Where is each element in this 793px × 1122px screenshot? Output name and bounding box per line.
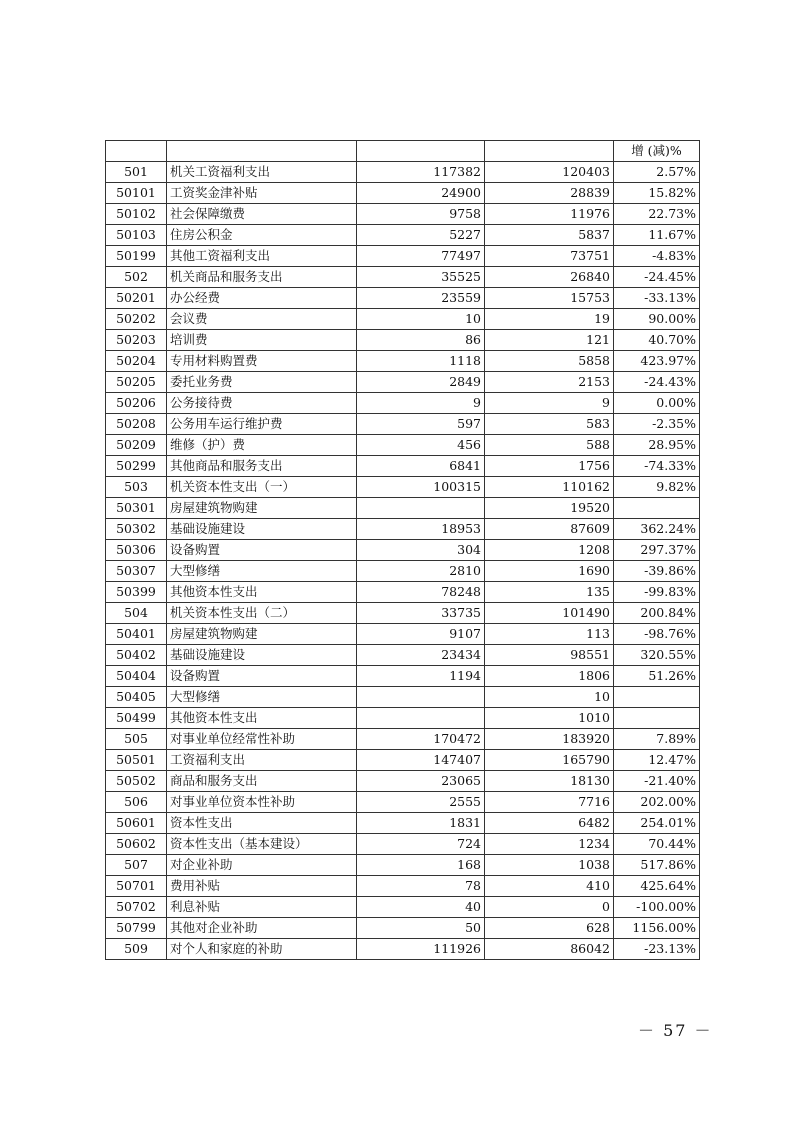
- cell-code: 501: [106, 162, 167, 183]
- cell-name: 工资奖金津补贴: [167, 183, 357, 204]
- cell-value-b: 1806: [485, 666, 614, 687]
- cell-change-percent: -39.86%: [614, 561, 700, 582]
- cell-value-b: 113: [485, 624, 614, 645]
- cell-value-b: 1756: [485, 456, 614, 477]
- cell-value-b: 73751: [485, 246, 614, 267]
- cell-name: 其他商品和服务支出: [167, 456, 357, 477]
- table-row: [106, 204, 700, 225]
- cell-change-percent: 425.64%: [614, 876, 700, 897]
- cell-code: 50601: [106, 813, 167, 834]
- cell-value-a: 9758: [357, 204, 485, 225]
- cell-code: 50206: [106, 393, 167, 414]
- table-row: [106, 897, 700, 918]
- cell-name: 其他资本性支出: [167, 582, 357, 603]
- cell-name: 委托业务费: [167, 372, 357, 393]
- cell-change-percent: 51.26%: [614, 666, 700, 687]
- header-col-b: [485, 141, 614, 162]
- cell-change-percent: -21.40%: [614, 771, 700, 792]
- table-row: [106, 645, 700, 666]
- cell-name: 维修（护）费: [167, 435, 357, 456]
- header-row: [106, 141, 700, 162]
- cell-change-percent: 40.70%: [614, 330, 700, 351]
- cell-name: 会议费: [167, 309, 357, 330]
- cell-code: 50205: [106, 372, 167, 393]
- cell-change-percent: 2.57%: [614, 162, 700, 183]
- cell-value-a: [357, 498, 485, 519]
- cell-value-b: 183920: [485, 729, 614, 750]
- table-row: [106, 225, 700, 246]
- cell-value-a: 23434: [357, 645, 485, 666]
- cell-value-b: 1038: [485, 855, 614, 876]
- cell-code: 50209: [106, 435, 167, 456]
- cell-value-a: 1118: [357, 351, 485, 372]
- cell-value-b: 19: [485, 309, 614, 330]
- cell-change-percent: 28.95%: [614, 435, 700, 456]
- table-row: [106, 771, 700, 792]
- cell-value-a: 597: [357, 414, 485, 435]
- cell-value-a: 77497: [357, 246, 485, 267]
- cell-value-a: 23065: [357, 771, 485, 792]
- cell-value-a: 78: [357, 876, 485, 897]
- table-row: [106, 603, 700, 624]
- table-row: [106, 561, 700, 582]
- cell-name: 其他资本性支出: [167, 708, 357, 729]
- cell-value-a: 117382: [357, 162, 485, 183]
- cell-code: 50502: [106, 771, 167, 792]
- cell-name: 资本性支出: [167, 813, 357, 834]
- table-row: [106, 414, 700, 435]
- table-row: [106, 477, 700, 498]
- cell-code: 50702: [106, 897, 167, 918]
- header-change: 增 (减)%: [614, 141, 700, 162]
- cell-code: 50501: [106, 750, 167, 771]
- cell-code: 50402: [106, 645, 167, 666]
- cell-change-percent: 517.86%: [614, 855, 700, 876]
- table-body: [106, 162, 700, 960]
- table-row: [106, 162, 700, 183]
- table-row: [106, 288, 700, 309]
- table-row: [106, 813, 700, 834]
- cell-change-percent: 202.00%: [614, 792, 700, 813]
- cell-name: 对事业单位经常性补助: [167, 729, 357, 750]
- cell-value-a: 40: [357, 897, 485, 918]
- cell-value-b: 98551: [485, 645, 614, 666]
- cell-change-percent: 297.37%: [614, 540, 700, 561]
- cell-change-percent: [614, 498, 700, 519]
- table-row: [106, 729, 700, 750]
- table-header: [106, 141, 700, 162]
- cell-value-a: [357, 687, 485, 708]
- table-row: [106, 309, 700, 330]
- cell-change-percent: -99.83%: [614, 582, 700, 603]
- table-row: [106, 456, 700, 477]
- cell-value-b: 588: [485, 435, 614, 456]
- table-row: [106, 519, 700, 540]
- cell-change-percent: [614, 687, 700, 708]
- cell-name: 大型修缮: [167, 687, 357, 708]
- cell-change-percent: [614, 708, 700, 729]
- cell-value-b: 5858: [485, 351, 614, 372]
- table-row: [106, 918, 700, 939]
- table-row: [106, 834, 700, 855]
- cell-code: 50499: [106, 708, 167, 729]
- table-row: [106, 750, 700, 771]
- page-number: － 57 －: [638, 1021, 713, 1040]
- cell-value-b: 135: [485, 582, 614, 603]
- cell-value-b: 11976: [485, 204, 614, 225]
- cell-code: 50302: [106, 519, 167, 540]
- cell-code: 50602: [106, 834, 167, 855]
- cell-change-percent: 9.82%: [614, 477, 700, 498]
- table-row: [106, 876, 700, 897]
- table-row: [106, 855, 700, 876]
- cell-value-b: 1208: [485, 540, 614, 561]
- cell-change-percent: 7.89%: [614, 729, 700, 750]
- cell-value-b: 101490: [485, 603, 614, 624]
- cell-code: 50306: [106, 540, 167, 561]
- table-row: [106, 267, 700, 288]
- cell-value-a: 9107: [357, 624, 485, 645]
- cell-name: 对事业单位资本性补助: [167, 792, 357, 813]
- cell-code: 50208: [106, 414, 167, 435]
- cell-change-percent: -98.76%: [614, 624, 700, 645]
- cell-name: 设备购置: [167, 666, 357, 687]
- cell-name: 商品和服务支出: [167, 771, 357, 792]
- table-row: [106, 624, 700, 645]
- cell-value-a: 35525: [357, 267, 485, 288]
- cell-value-b: 121: [485, 330, 614, 351]
- header-name: [167, 141, 357, 162]
- cell-change-percent: 423.97%: [614, 351, 700, 372]
- cell-change-percent: 254.01%: [614, 813, 700, 834]
- cell-value-a: 6841: [357, 456, 485, 477]
- cell-value-b: 28839: [485, 183, 614, 204]
- budget-table: [105, 140, 700, 960]
- cell-code: 50799: [106, 918, 167, 939]
- cell-change-percent: 362.24%: [614, 519, 700, 540]
- table-row: [106, 330, 700, 351]
- cell-name: 设备购置: [167, 540, 357, 561]
- cell-value-a: 2849: [357, 372, 485, 393]
- cell-value-a: 170472: [357, 729, 485, 750]
- table-row: [106, 498, 700, 519]
- table-row: [106, 540, 700, 561]
- cell-change-percent: 70.44%: [614, 834, 700, 855]
- cell-value-a: 23559: [357, 288, 485, 309]
- cell-value-b: 628: [485, 918, 614, 939]
- cell-name: 机关资本性支出（二）: [167, 603, 357, 624]
- cell-change-percent: -24.45%: [614, 267, 700, 288]
- cell-code: 505: [106, 729, 167, 750]
- cell-value-a: 111926: [357, 939, 485, 960]
- cell-name: 房屋建筑物购建: [167, 498, 357, 519]
- cell-value-b: 18130: [485, 771, 614, 792]
- cell-value-b: 120403: [485, 162, 614, 183]
- cell-value-b: 410: [485, 876, 614, 897]
- cell-change-percent: 200.84%: [614, 603, 700, 624]
- cell-code: 50201: [106, 288, 167, 309]
- cell-code: 504: [106, 603, 167, 624]
- cell-value-b: 1010: [485, 708, 614, 729]
- cell-name: 公务接待费: [167, 393, 357, 414]
- cell-name: 其他对企业补助: [167, 918, 357, 939]
- cell-change-percent: -4.83%: [614, 246, 700, 267]
- table-row: [106, 582, 700, 603]
- cell-value-a: 18953: [357, 519, 485, 540]
- cell-name: 基础设施建设: [167, 645, 357, 666]
- cell-change-percent: -23.13%: [614, 939, 700, 960]
- cell-change-percent: 11.67%: [614, 225, 700, 246]
- cell-name: 基础设施建设: [167, 519, 357, 540]
- cell-change-percent: -74.33%: [614, 456, 700, 477]
- cell-value-b: 0: [485, 897, 614, 918]
- cell-code: 50301: [106, 498, 167, 519]
- cell-name: 公务用车运行维护费: [167, 414, 357, 435]
- table-row: [106, 939, 700, 960]
- cell-value-b: 165790: [485, 750, 614, 771]
- cell-value-b: 5837: [485, 225, 614, 246]
- cell-code: 50399: [106, 582, 167, 603]
- cell-code: 50701: [106, 876, 167, 897]
- table-row: [106, 246, 700, 267]
- cell-change-percent: 320.55%: [614, 645, 700, 666]
- cell-change-percent: 12.47%: [614, 750, 700, 771]
- table-row: [106, 687, 700, 708]
- cell-change-percent: -33.13%: [614, 288, 700, 309]
- cell-change-percent: -100.00%: [614, 897, 700, 918]
- cell-value-a: [357, 708, 485, 729]
- cell-value-a: 168: [357, 855, 485, 876]
- cell-code: 507: [106, 855, 167, 876]
- cell-value-a: 1831: [357, 813, 485, 834]
- cell-name: 住房公积金: [167, 225, 357, 246]
- header-code: [106, 141, 167, 162]
- cell-name: 培训费: [167, 330, 357, 351]
- cell-value-b: 19520: [485, 498, 614, 519]
- cell-name: 资本性支出（基本建设）: [167, 834, 357, 855]
- cell-value-a: 9: [357, 393, 485, 414]
- table-row: [106, 666, 700, 687]
- cell-name: 工资福利支出: [167, 750, 357, 771]
- header-col-a: [357, 141, 485, 162]
- cell-code: 50103: [106, 225, 167, 246]
- cell-name: 其他工资福利支出: [167, 246, 357, 267]
- cell-name: 专用材料购置费: [167, 351, 357, 372]
- cell-code: 50401: [106, 624, 167, 645]
- cell-code: 50101: [106, 183, 167, 204]
- table-row: [106, 372, 700, 393]
- cell-value-a: 456: [357, 435, 485, 456]
- cell-name: 机关商品和服务支出: [167, 267, 357, 288]
- table-row: [106, 708, 700, 729]
- cell-value-b: 10: [485, 687, 614, 708]
- cell-change-percent: -24.43%: [614, 372, 700, 393]
- cell-value-b: 6482: [485, 813, 614, 834]
- cell-code: 50405: [106, 687, 167, 708]
- cell-value-b: 9: [485, 393, 614, 414]
- cell-value-b: 86042: [485, 939, 614, 960]
- cell-code: 509: [106, 939, 167, 960]
- cell-value-a: 100315: [357, 477, 485, 498]
- table-row: [106, 183, 700, 204]
- cell-value-a: 724: [357, 834, 485, 855]
- cell-name: 对个人和家庭的补助: [167, 939, 357, 960]
- cell-value-a: 86: [357, 330, 485, 351]
- cell-value-a: 5227: [357, 225, 485, 246]
- cell-value-a: 78248: [357, 582, 485, 603]
- cell-value-b: 1234: [485, 834, 614, 855]
- cell-name: 机关工资福利支出: [167, 162, 357, 183]
- cell-name: 对企业补助: [167, 855, 357, 876]
- cell-code: 50199: [106, 246, 167, 267]
- cell-name: 大型修缮: [167, 561, 357, 582]
- cell-value-b: 2153: [485, 372, 614, 393]
- cell-value-a: 304: [357, 540, 485, 561]
- cell-value-a: 2810: [357, 561, 485, 582]
- cell-change-percent: 22.73%: [614, 204, 700, 225]
- cell-change-percent: 90.00%: [614, 309, 700, 330]
- cell-value-b: 87609: [485, 519, 614, 540]
- table-row: [106, 435, 700, 456]
- cell-value-a: 147407: [357, 750, 485, 771]
- cell-code: 50203: [106, 330, 167, 351]
- cell-code: 50307: [106, 561, 167, 582]
- cell-value-b: 26840: [485, 267, 614, 288]
- cell-value-a: 10: [357, 309, 485, 330]
- cell-change-percent: -2.35%: [614, 414, 700, 435]
- cell-name: 机关资本性支出（一）: [167, 477, 357, 498]
- cell-value-b: 583: [485, 414, 614, 435]
- cell-name: 利息补贴: [167, 897, 357, 918]
- cell-value-b: 1690: [485, 561, 614, 582]
- cell-code: 50299: [106, 456, 167, 477]
- cell-code: 503: [106, 477, 167, 498]
- cell-value-b: 110162: [485, 477, 614, 498]
- cell-value-a: 24900: [357, 183, 485, 204]
- cell-change-percent: 15.82%: [614, 183, 700, 204]
- cell-value-a: 50: [357, 918, 485, 939]
- table-row: [106, 393, 700, 414]
- cell-value-a: 1194: [357, 666, 485, 687]
- cell-value-a: 2555: [357, 792, 485, 813]
- cell-code: 50102: [106, 204, 167, 225]
- table-row: [106, 351, 700, 372]
- cell-name: 社会保障缴费: [167, 204, 357, 225]
- cell-change-percent: 0.00%: [614, 393, 700, 414]
- cell-value-b: 7716: [485, 792, 614, 813]
- cell-value-b: 15753: [485, 288, 614, 309]
- cell-name: 费用补贴: [167, 876, 357, 897]
- cell-code: 502: [106, 267, 167, 288]
- cell-change-percent: 1156.00%: [614, 918, 700, 939]
- cell-value-a: 33735: [357, 603, 485, 624]
- cell-name: 办公经费: [167, 288, 357, 309]
- cell-code: 50202: [106, 309, 167, 330]
- cell-code: 506: [106, 792, 167, 813]
- cell-name: 房屋建筑物购建: [167, 624, 357, 645]
- table-row: [106, 792, 700, 813]
- cell-code: 50204: [106, 351, 167, 372]
- cell-code: 50404: [106, 666, 167, 687]
